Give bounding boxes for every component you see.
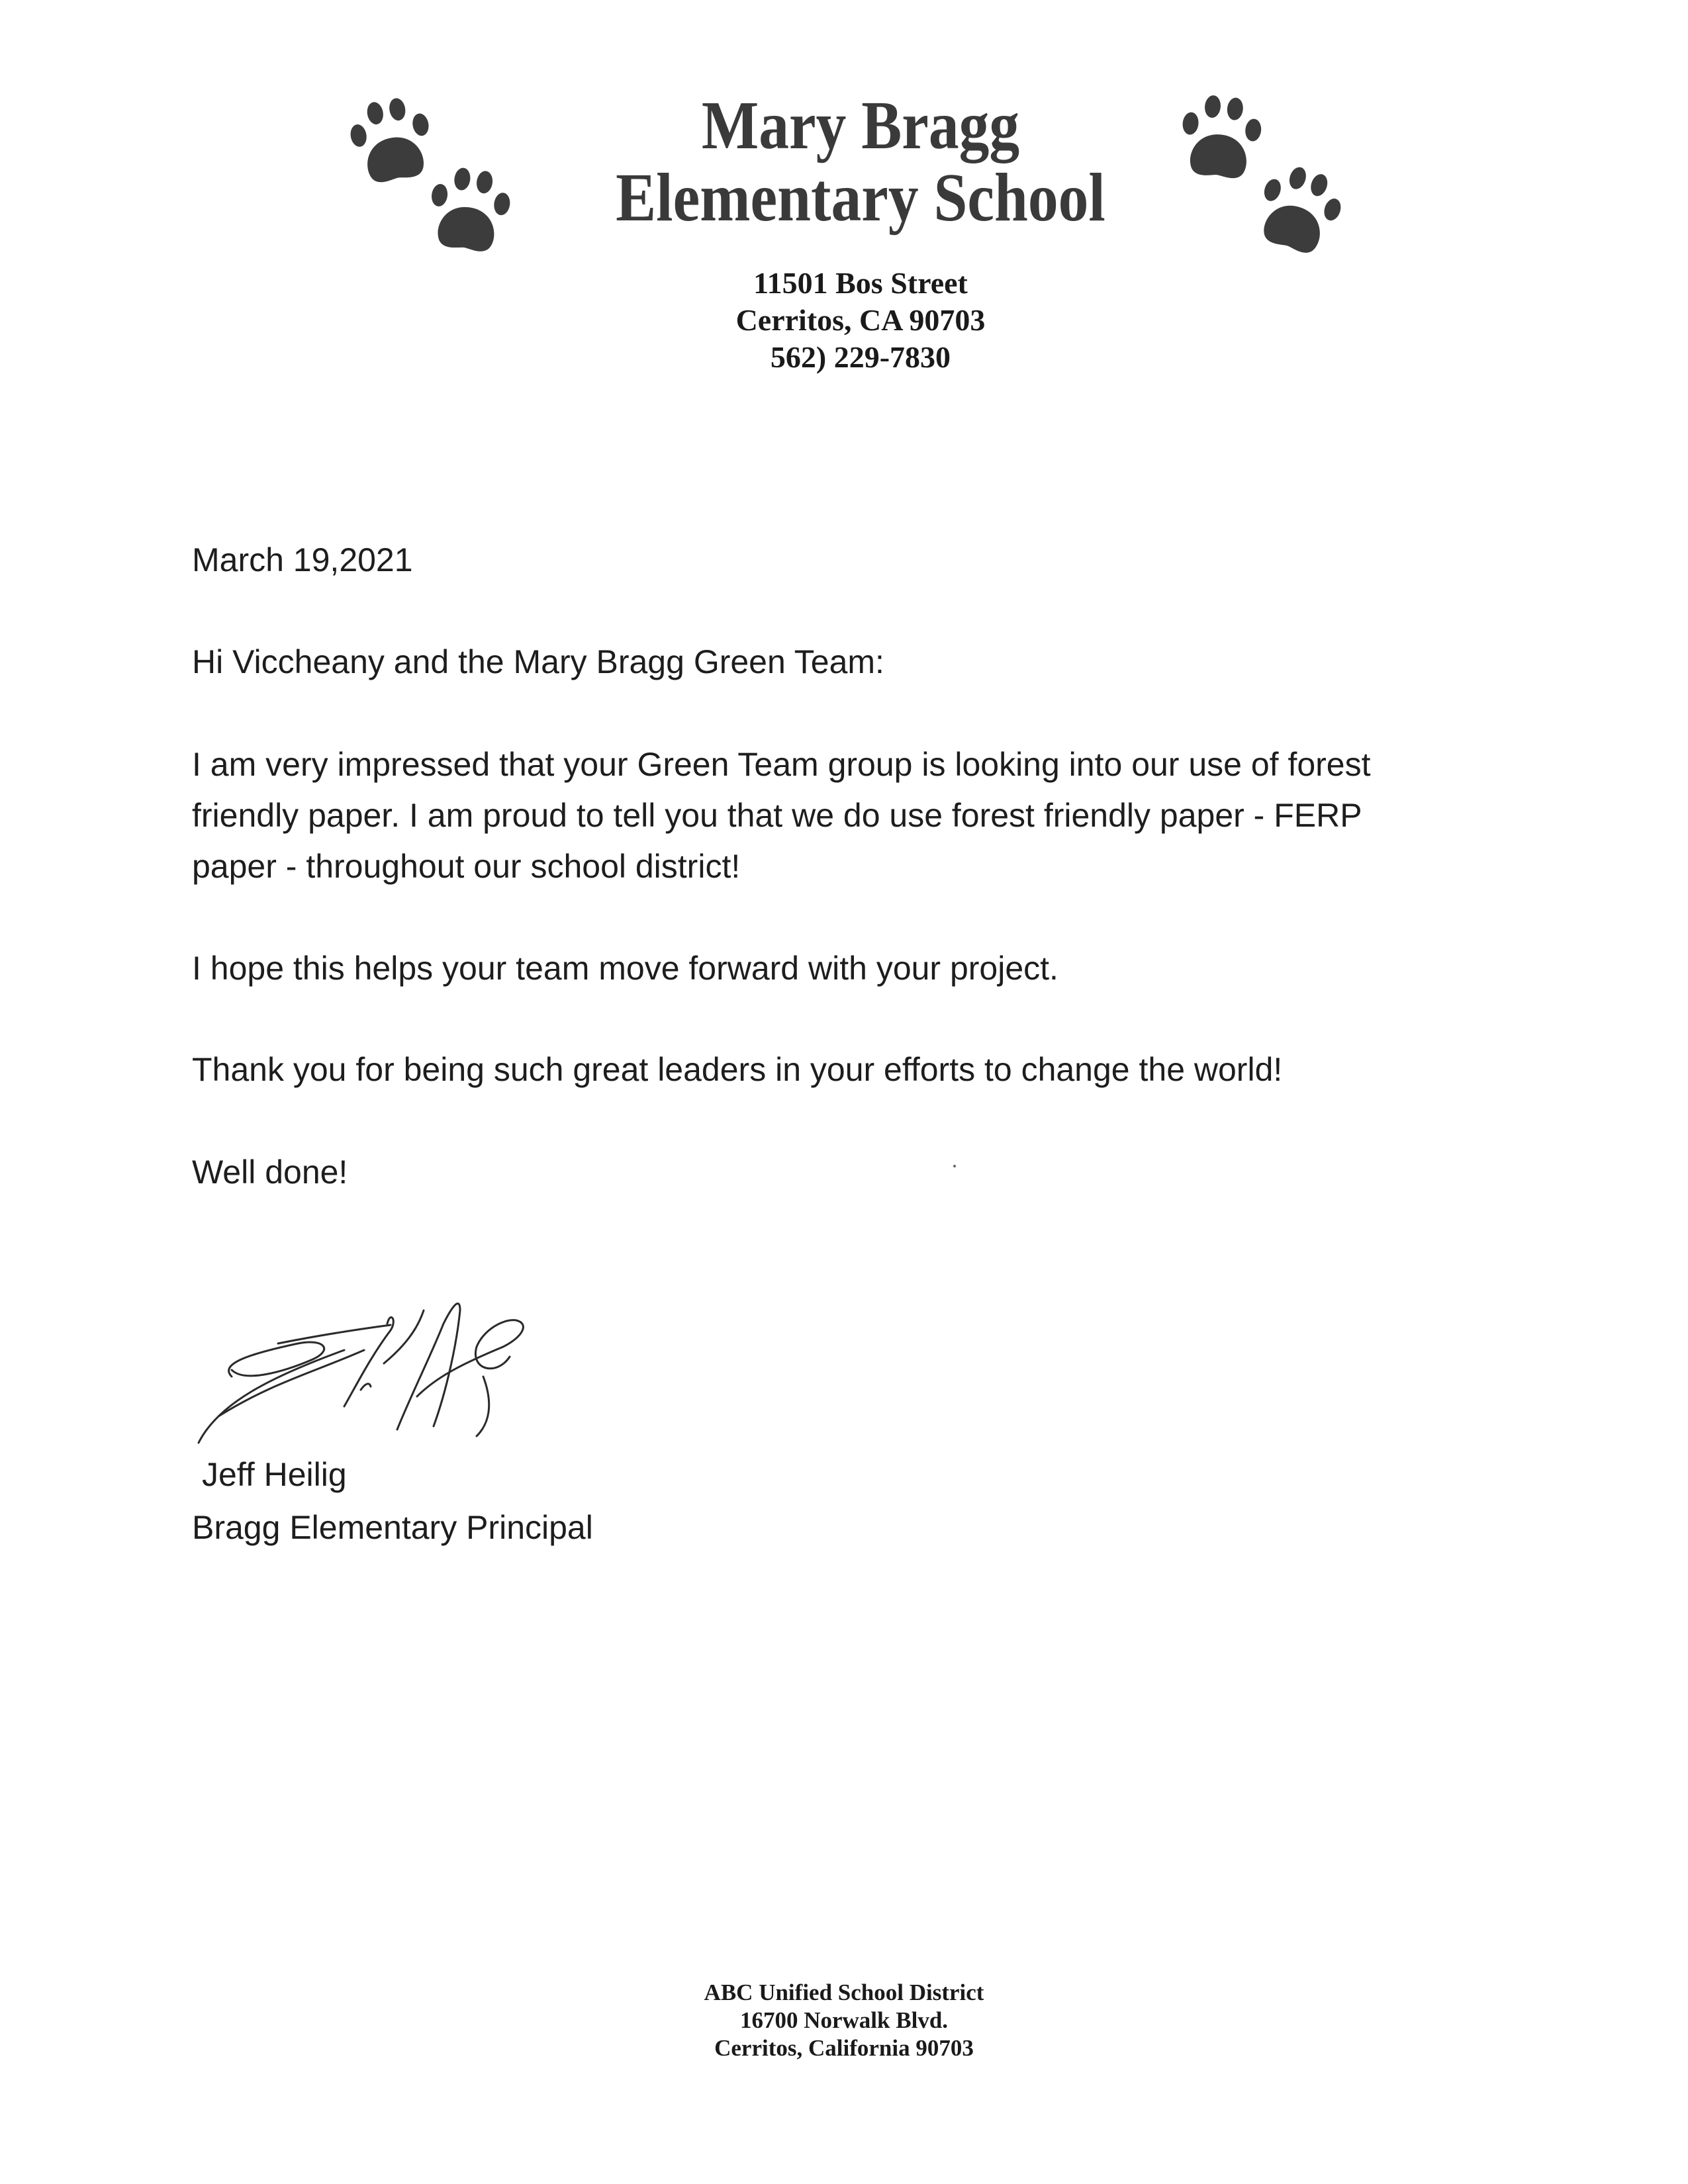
district-street: 16700 Norwalk Blvd. [739, 2007, 949, 2033]
letter-paragraph-2: I hope this helps your team move forward with your project. [192, 950, 1058, 987]
letter-closing: Well done! [192, 1154, 348, 1191]
signer-name: Jeff Heilig [202, 1456, 347, 1493]
school-name [563, 89, 1158, 234]
signer-title: Bragg Elementary Principal [192, 1509, 593, 1546]
scan-speck [953, 1165, 956, 1167]
school-name-line1: Mary Bragg [701, 87, 1020, 163]
district-name: ABC Unified School District [704, 1979, 984, 2005]
district-footer [579, 1979, 1109, 2062]
school-phone: 562) 229-7830 [770, 340, 951, 374]
letter-date: March 19,2021 [192, 541, 413, 578]
letter-paragraph-1: I am very impressed that your Green Team group is looking into our use of forest friendly paper. I am proud to tell you that we do use forest friendly paper - FERP paper - throughout our school district! [192, 746, 1371, 885]
school-name-line2: Elementary School [616, 159, 1105, 236]
paw-print-icon [406, 142, 534, 269]
school-address [596, 265, 1125, 376]
school-street: 11501 Bos Street [753, 266, 968, 300]
school-city: Cerritos, CA 90703 [735, 303, 986, 337]
signature [192, 1284, 563, 1456]
letter-paragraph-3: Thank you for being such great leaders in your efforts to change the world! [192, 1051, 1283, 1088]
letter-salutation: Hi Viccheany and the Mary Bragg Green Team: [192, 643, 884, 680]
district-city: Cerritos, California 90703 [714, 2035, 974, 2061]
